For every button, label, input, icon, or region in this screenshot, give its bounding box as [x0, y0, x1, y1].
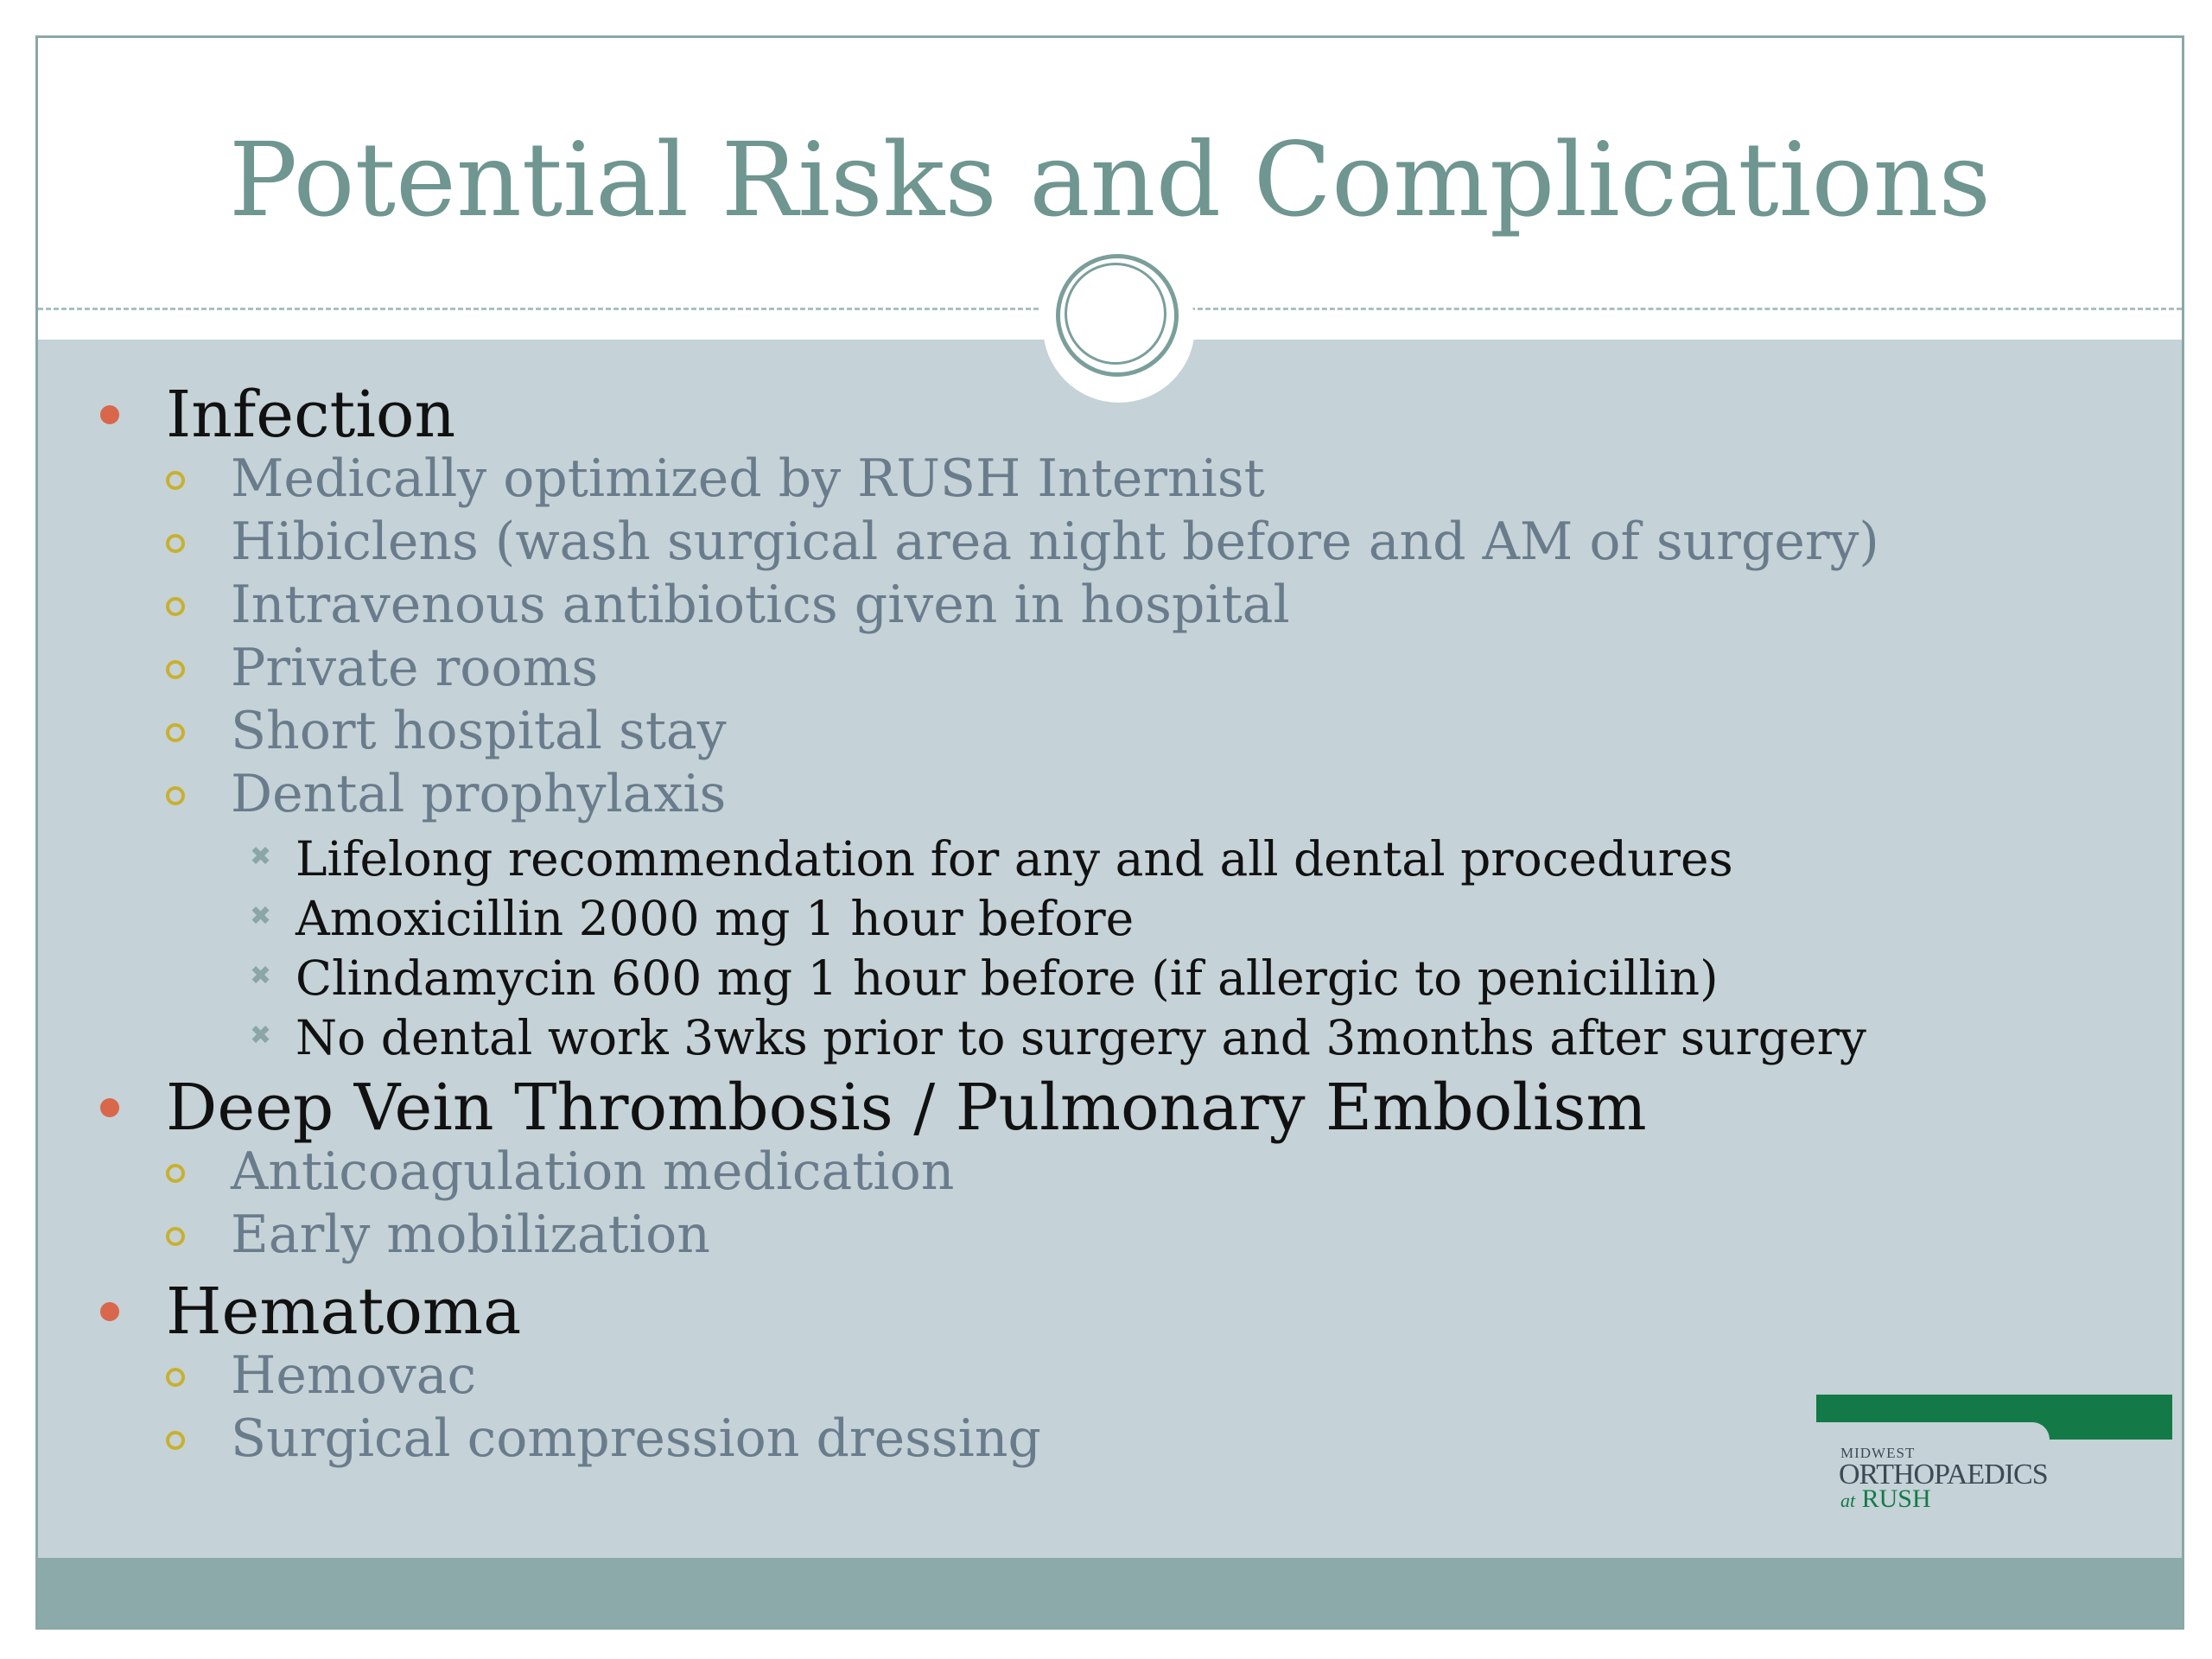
bullet-level2-text: Anticoagulation medication	[231, 1141, 955, 1202]
bullet-ring-icon	[166, 471, 185, 490]
bullet-level1-text: Hematoma	[166, 1274, 522, 1349]
bullet-level1-text: Deep Vein Thrombosis / Pulmonary Embolism	[166, 1071, 1647, 1145]
bullet-x-icon: ✖	[250, 1020, 272, 1051]
title-divider-right	[1190, 308, 2182, 310]
divider-circle-ornament	[1056, 254, 1179, 377]
slide	[35, 35, 2184, 1630]
bullet-level3-text: No dental work 3wks prior to surgery and 3months after surgery	[296, 1010, 1866, 1065]
logo-small-text: MIDWEST	[1840, 1445, 1916, 1461]
bullet-level2-text: Hemovac	[231, 1345, 477, 1406]
bullet-level2-text: Surgical compression dressing	[231, 1408, 1041, 1469]
bullet-dot-icon	[100, 1302, 119, 1321]
bullet-x-icon: ✖	[250, 842, 272, 872]
bullet-dot-icon	[100, 1098, 119, 1117]
logo-rush-text: RUSH	[1861, 1484, 1931, 1513]
bullet-dot-icon	[100, 405, 119, 424]
logo-at-text: at	[1840, 1490, 1856, 1511]
bullet-x-icon: ✖	[250, 961, 272, 991]
logo-at-rush	[1840, 1484, 1931, 1514]
bullet-level3-text: Lifelong recommendation for any and all dental procedures	[296, 831, 1733, 887]
bullet-level2-text: Private rooms	[231, 638, 599, 698]
slide-title: Potential Risks and Complications	[228, 120, 1992, 239]
bullet-level2-text: Intravenous antibiotics given in hospital	[231, 575, 1290, 635]
bullet-ring-icon	[166, 1431, 185, 1450]
bullet-level3-text: Clindamycin 600 mg 1 hour before (if allergic to penicillin)	[296, 950, 1719, 1006]
bullet-ring-icon	[166, 723, 185, 742]
bullet-x-icon: ✖	[250, 901, 272, 931]
bullet-ring-icon	[166, 1164, 185, 1183]
bullet-level2-text: Hibiclens (wash surgical area night before and AM of surgery)	[231, 512, 1879, 572]
title-divider-left	[38, 308, 1039, 310]
bullet-ring-icon	[166, 660, 185, 679]
bullet-level2-text: Medically optimized by RUSH Internist	[231, 448, 1265, 509]
bullet-level2-text: Short hospital stay	[231, 701, 727, 761]
bullet-level3-text: Amoxicillin 2000 mg 1 hour before	[296, 891, 1135, 946]
bullet-ring-icon	[166, 597, 185, 616]
bullet-ring-icon	[166, 786, 185, 805]
bullet-ring-icon	[166, 534, 185, 553]
footer-band	[38, 1558, 2182, 1630]
bullet-level2-text: Early mobilization	[231, 1205, 710, 1265]
midwest-orthopaedics-logo	[1816, 1395, 2172, 1524]
logo-bar-cutout	[1816, 1422, 2050, 1440]
bullet-ring-icon	[166, 1227, 185, 1246]
logo-main-text: ORTHOPAEDICS	[1839, 1459, 2048, 1491]
bullet-ring-icon	[166, 1368, 185, 1387]
bullet-level1-text: Infection	[166, 378, 456, 452]
bullet-level2-text: Dental prophylaxis	[231, 764, 727, 824]
